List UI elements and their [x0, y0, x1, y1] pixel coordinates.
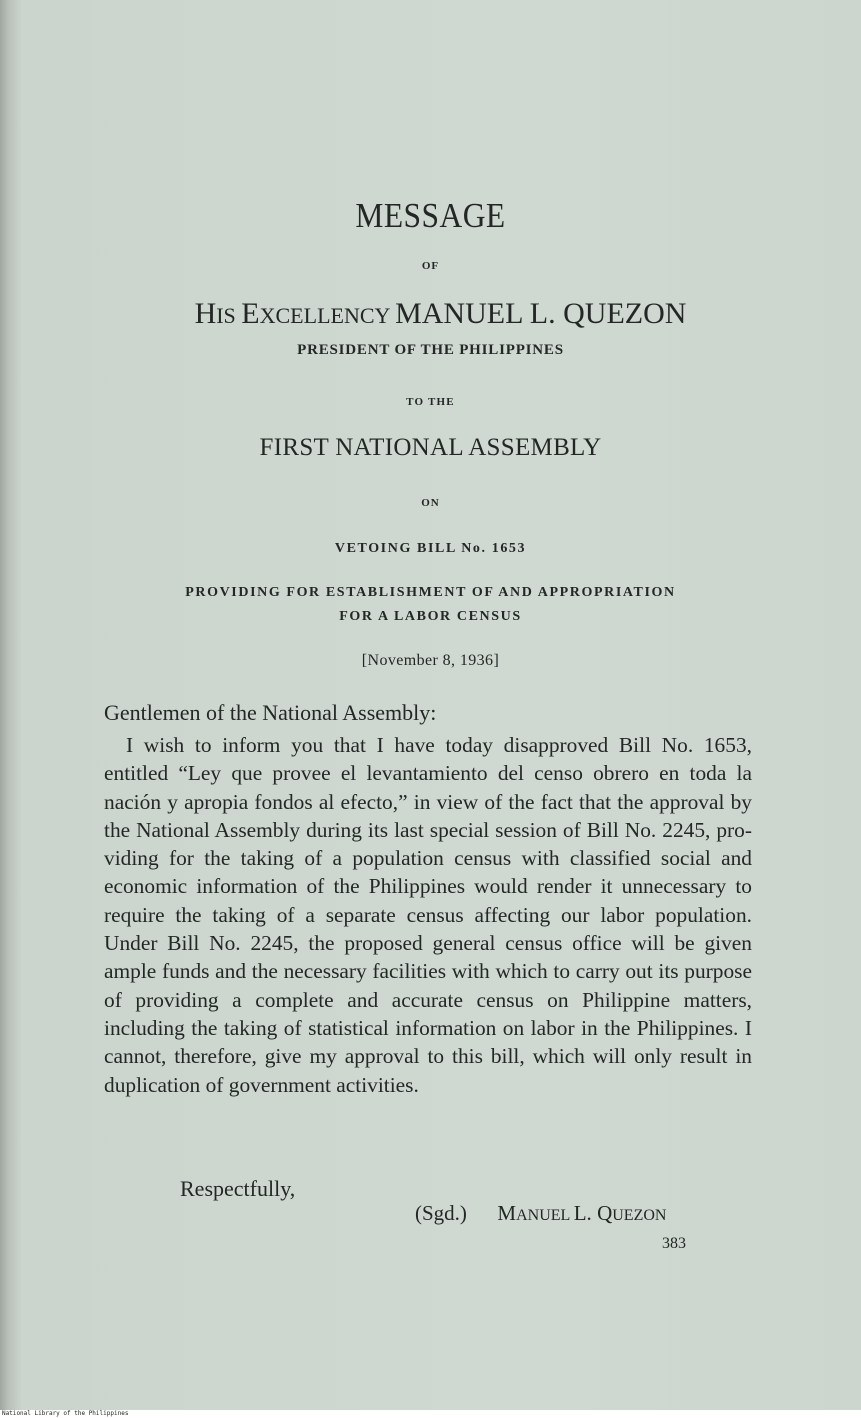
signed-marker: (Sgd.) [415, 1201, 467, 1225]
his-initial: H [194, 297, 217, 330]
label-of: OF [421, 260, 440, 272]
footer-credit: National Library of the Philippines [0, 1410, 861, 1418]
subject-line-1: PROVIDING FOR ESTABLISHMENT OF AND APPROPRIATION [185, 585, 676, 600]
president-name: MANUEL L. QUEZON [395, 297, 687, 330]
signature-m: M [497, 1201, 517, 1225]
signature-anuel: ANUEL [516, 1207, 574, 1224]
label-on: ON [421, 497, 440, 509]
president-title: PRESIDENT OF THE PHILIPPINES [297, 342, 564, 358]
bill-heading: VETOING BILL No. 1653 [334, 541, 527, 556]
subject-line-2: FOR A LABOR CENSUS [339, 609, 522, 624]
title-message: MESSAGE [355, 196, 506, 235]
message-body [104, 731, 752, 1099]
label-to-the: TO THE [406, 396, 455, 408]
body-paragraph: I wish to inform you that I have today disapproved Bill No. 1653, entitled “Ley que provee el levantamiento del censo obrero en toda la nación y apropia fondos al efecto,” in view of the fact that the approval by the National Assembly during its last special session of Bill No. 2245, providing for the taking of a population census with classified social and economic information of the Philippines would render it unnecessary to require the taking of a separate census affecting our labor population. Under Bill No. 2245, the proposed general census office will be given ample funds and the necessary facilities with which to carry out its purpose of providing a complete and accurate census on Philippine matters, including the taking of statistical information on labor in the Philippines. I cannot, therefore, give my approval to this bill, which will only result in duplication of government activities. [104, 733, 752, 1097]
his-rest: IS [216, 303, 242, 328]
excellency-initial: E [241, 297, 260, 330]
closing: Respectfully, [180, 1176, 296, 1201]
assembly-name: FIRST NATIONAL ASSEMBLY [259, 434, 602, 461]
president-name-line [10, 297, 861, 331]
signature-l: L. [573, 1201, 598, 1225]
signature-line [415, 1201, 666, 1226]
signature-q: Q [597, 1201, 613, 1225]
excellency-rest: XCELLENCY [259, 303, 396, 328]
page-number: 383 [662, 1235, 686, 1252]
salutation: Gentlemen of the National Assembly: [104, 700, 437, 725]
message-date: [November 8, 1936] [361, 652, 500, 669]
signature-uezon: UEZON [612, 1207, 667, 1224]
